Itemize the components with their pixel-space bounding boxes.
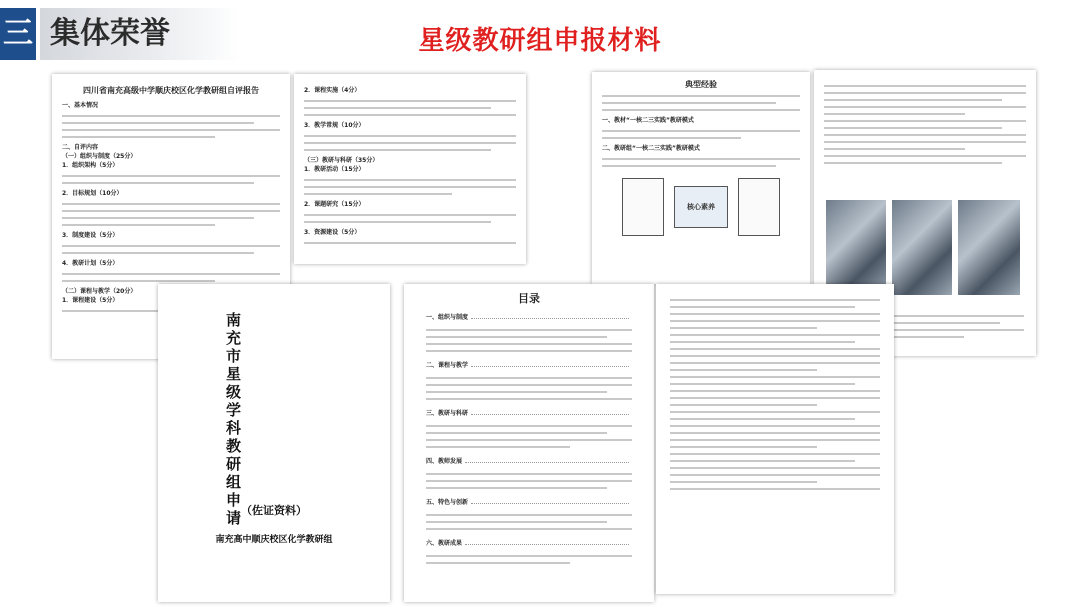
item-plan: 4．教研计划（5分）: [62, 260, 119, 267]
indicator-3: （三）教研与科研（35分）: [304, 157, 379, 164]
toc-row: 二、课程与教学: [426, 362, 469, 369]
report-page-2: [294, 74, 526, 264]
self-eval-heading: 二、自评内容: [62, 144, 99, 151]
lab-photo-1: [826, 200, 886, 295]
diagram-center: 核心素养: [674, 186, 728, 228]
section-number: 三: [0, 8, 36, 60]
item-activity: 1．教研活动（15分）: [304, 166, 365, 173]
lab-photo-3: [958, 200, 1020, 295]
basic-info-heading: 一、基本情况: [62, 102, 99, 109]
main-title: 星级教研组申报材料: [418, 26, 662, 56]
item-routine: 3．教学常规（10分）: [304, 122, 365, 129]
toc-row: 六、教研成果: [426, 540, 463, 547]
toc-row: 一、组织与制度: [426, 314, 469, 321]
item-goal: 2．目标规划（10分）: [62, 190, 123, 197]
case-section-1: 一、教材“一核二三实践”教研模式: [602, 117, 694, 124]
indicator-1: （一）组织与制度（25分）: [62, 153, 137, 160]
model-diagram: [602, 172, 800, 242]
cover-evidence: （佐证资料）: [241, 504, 307, 517]
toc-page-2: [656, 284, 894, 594]
case-section-2: 二、教研组“一核二三实践”教研模式: [602, 145, 700, 152]
toc-row: 四、教师发展: [426, 458, 463, 465]
indicator-2: （二）课程与教学（20分）: [62, 288, 137, 295]
section-title: 集体荣誉: [40, 8, 240, 60]
item-course: 1．课程建设（5分）: [62, 297, 119, 304]
case-page: [592, 72, 810, 284]
case-title: 典型经验: [685, 80, 717, 89]
lab-photo-2: [892, 200, 952, 295]
toc-row: 三、教研与科研: [426, 410, 469, 417]
item-resource: 3．资源建设（5分）: [304, 229, 361, 236]
toc-page: [404, 284, 654, 602]
item-system: 3．制度建设（5分）: [62, 232, 119, 239]
item-implement: 2．课程实施（4分）: [304, 87, 361, 94]
item-research: 2．课题研究（15分）: [304, 201, 365, 208]
cover-page: [158, 284, 390, 602]
toc-title: 目录: [518, 292, 540, 305]
report-title: 四川省南充高级中学顺庆校区化学教研组自评报告: [83, 86, 259, 95]
toc-row: 五、特色与创新: [426, 499, 469, 506]
item-org: 1．组织架构（5分）: [62, 162, 119, 169]
cover-vertical-title: 南充市星级学科教研组申请: [224, 312, 242, 528]
cover-org: 南充高中顺庆校区化学教研组: [215, 535, 333, 545]
